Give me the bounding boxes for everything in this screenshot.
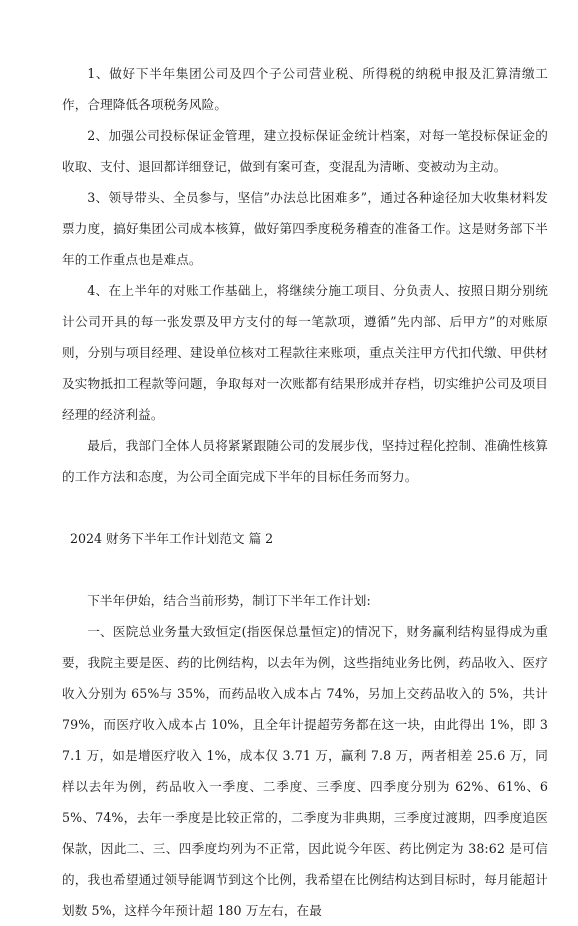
paragraph-profit-structure: 一、医院总业务量大致恒定(指医保总量恒定)的情况下，财务赢利结构显得成为重要，我院主要是医、药的比例结构，以去年为例，这些指纯业务比例，药品收入、医疗收入分别为 65%与 35%，而药品收入成本占 74%，另加上交药品收入的 5%，共计 79%，而医疗收入成本占 10%，且全年计提超劳务都在这一块，由此得出 1%，即 37.1 万，如是增医疗收入 1%，成本仅 3.71 万，赢利 7.8 万，两者相差 25.6 万，同样以去年为例，药品收入一季度、二季度、三季度、四季度分别为 62%、61%、65%、74%，去年一季度是比较正常的，二季度为非典期，三季度过渡期，四季度追医保款，因此二、三、四季度均列为不正常，因此说今年医、药比例定为 38:62 是可信的，我也希望通过领导能调节到这个比例，我希望在比例结构达到目标时，每月能超计划数 5%，这样今年预计超 180 万左右，在最 [62, 624, 548, 918]
spacer [62, 554, 548, 585]
section-title: 2024 财务下半年工作计划范文 篇 2 [70, 531, 274, 546]
paragraph-tax-declaration: 1、做好下半年集团公司及四个子公司营业税、所得税的纳税申报及汇算清缴工作，合理降低各项税务风险。 [62, 66, 548, 112]
paragraph-cost-accounting: 3、领导带头、全员参与，坚信”办法总比困难多”，通过各种途径加大收集材料发票力度，搞好集团公司成本核算，做好第四季度税务稽查的准备工作。这是财务部下半年的工作重点也是难点。 [62, 190, 548, 267]
paragraph-intro: 下半年伊始，结合当前形势，制订下半年工作计划: [87, 593, 371, 608]
spacer [62, 492, 548, 523]
document-body [62, 58, 548, 926]
paragraph-bid-deposit: 2、加强公司投标保证金管理，建立投标保证金统计档案，对每一笔投标保证金的收取、支付、退回都详细登记，做到有案可查，变混乱为清晰、变被动为主动。 [62, 128, 548, 174]
paragraph-reconciliation: 4、在上半年的对账工作基础上，将继续分施工项目、分负责人、按照日期分别统计公司开具的每一张发票及甲方支付的每一笔款项，遵循”先内部、后甲方”的对账原则，分别与项目经理、建设单位核对工程款往来账项，重点关注甲方代扣代缴、甲供材及实物抵扣工程款等问题，争取每对一次账都有结果形成并存档，切实维护公司及项目经理的经济利益。 [62, 283, 548, 422]
paragraph-closing: 最后，我部门全体人员将紧紧跟随公司的发展步伐，坚持过程化控制、准确性核算的工作方法和态度，为公司全面完成下半年的目标任务而努力。 [62, 438, 548, 484]
